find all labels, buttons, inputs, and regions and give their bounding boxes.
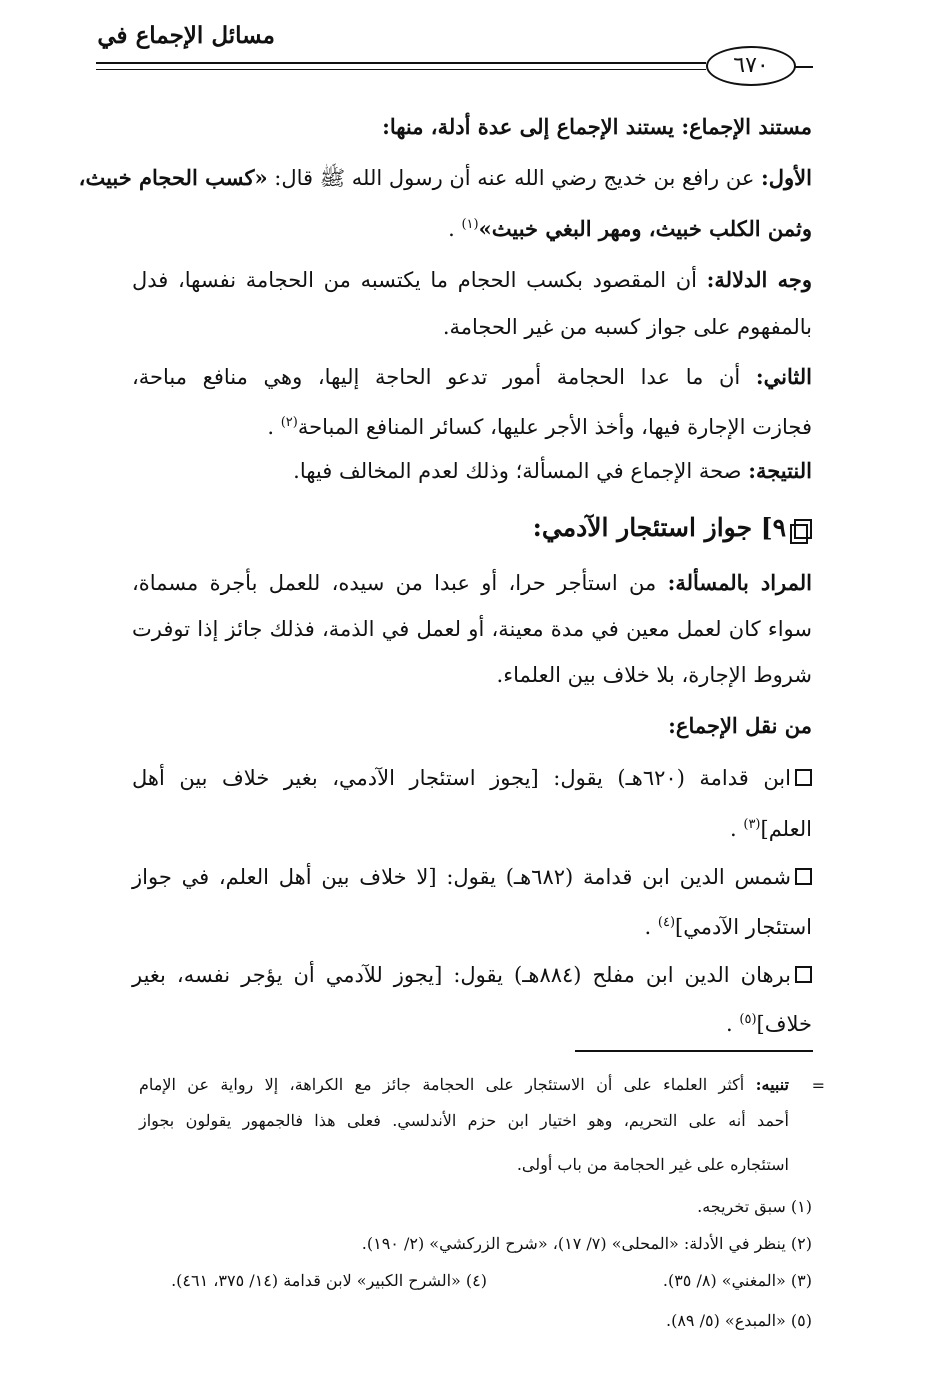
footnote-1: (١) سبق تخريجه. [697,1197,812,1216]
quote-text-cont: العلم] [760,817,812,841]
footnote-4: (٤) «الشرح الكبير» لابن قدامة (١٤/ ٣٧٥، ٤٦١). [171,1271,487,1290]
footnote-separator [575,1050,813,1052]
murad-label: المراد بالمسألة: [667,570,812,595]
header-rule-short [795,66,813,68]
murad-line-2: سواء كان لعمل معين في مدة معينة، أو لعمل في الذمة، فذلك جائز إذا توفرت [132,617,812,641]
murad-line-1 [132,568,812,598]
quote-text: برهان الدين ابن مفلح (٨٨٤هـ) يقول: [يجوز للآدمي أن يؤجر نفسه، بغير [132,963,791,987]
second-label: الثاني: [755,364,812,389]
wajh-label: وجه الدلالة: [706,267,812,292]
evidence-second-line-2: فجازت الإجارة فيها، وأخذ الأجر عليها، كسائر المنافع المباحة$^{(٢)}$ . [267,415,812,439]
first-text: عن رافع بن خديج رضي الله عنه أن رسول الله ﷺ قال: [267,166,762,190]
murad-line-3: شروط الإجارة، بلا خلاف بين العلماء. [496,663,812,687]
result-label: النتيجة: [748,458,812,483]
evidence-first-line-2: وثمن الكلب خبيث، ومهر البغي خبيث»$^{(١)}$ . [448,216,812,241]
quote-text-cont: خلاف] [756,1012,812,1036]
document-icon [794,519,812,539]
wajh-line-1 [132,265,812,295]
footnote-ref-5: (٥) [739,1012,757,1027]
quote-line-cont: خلاف]$^{(٥)}$ . [726,1012,812,1036]
running-title: مسائل الإجماع في [97,22,275,49]
page-number: ٦٧٠ [706,46,796,86]
footnote-continuation-marker: = [811,1076,825,1095]
section-heading: ٩] جواز استئجار الآدمي: [532,513,786,542]
quote-line-cont: العلم]$^{(٣)}$ . [730,817,812,841]
footnote-tanbih-line-3: استئجاره على غير الحجامة من باب أولى. [516,1155,789,1174]
quote-text: شمس الدين ابن قدامة (٦٨٢هـ) يقول: [لا خلاف بين أهل العلم، في جواز [132,865,791,889]
footnote-2: (٢) ينظر في الأدلة: «المحلى» (٧/ ١٧)، «شرح الزركشي» (٢/ ١٩٠). [361,1234,812,1253]
footnote-ref-2: (٢) [280,415,298,430]
first-label: الأول: [761,165,812,190]
tanbih-text: أكثر العلماء على أن الاستئجار على الحجامة جائز مع الكراهة، إلا رواية عن الإمام [139,1075,756,1094]
section-heading-line [132,510,812,547]
second-text-cont: فجازت الإجارة فيها، وأخذ الأجر عليها، كسائر المنافع المباحة [297,415,812,439]
footnote-tanbih-line-1 [139,1072,789,1098]
result-line [132,456,812,486]
hadith-quote: «كسب الحجام خبيث، [78,165,268,190]
tanbih-label: تنبيه: [755,1075,789,1094]
mustanad-heading: مستند الإجماع: يستند الإجماع إلى عدة أدلة، منها: [382,114,812,139]
footnote-ref-1: (١) [461,217,479,232]
footnote-3: (٣) «المغني» (٨/ ٣٥). [662,1271,812,1290]
evidence-first-line-1 [78,163,812,193]
wajh-line-2: بالمفهوم على جواز كسبه من غير الحجامة. [442,315,812,339]
quote-line [132,862,812,892]
quote-text-cont: استئجار الآدمي] [675,915,812,939]
naql-heading: من نقل الإجماع: [668,713,812,738]
checkbox-bullet-icon [795,769,812,786]
quote-line-cont: استئجار الآدمي]$^{(٤)}$ . [644,915,812,939]
footnote-ref-4: (٤) [657,915,676,930]
murad-text: من استأجر حرا، أو عبدا من سيده، للعمل بأجرة مسماة، [132,571,668,595]
checkbox-bullet-icon [795,868,812,885]
wajh-text: أن المقصود بكسب الحجام ما يكتسبه من الحجامة نفسها، فدل [132,268,707,292]
hadith-quote-cont: وثمن الكلب خبيث، ومهر البغي خبيث» [478,216,812,241]
footnote-tanbih-line-2: أحمد أنه على التحريم، وهو اختيار ابن حزم الأندلسي. فعلى هذا فالجمهور يقولون بجواز [139,1111,790,1130]
quote-line [132,960,812,990]
footnote-5: (٥) «المبدع» (٥/ ٨٩). [665,1311,812,1330]
header-rule-thin [96,69,706,70]
header-rule [96,62,706,64]
footnote-ref-3: (٣) [743,817,761,832]
quote-line [132,763,812,793]
evidence-second-line-1 [132,362,812,392]
second-text: أن ما عدا الحجامة أمور تدعو الحاجة إليها، وهي منافع مباحة، [132,365,756,389]
quote-text: ابن قدامة (٦٢٠هـ) يقول: [يجوز استئجار الآدمي، بغير خلاف بين أهل [132,766,791,790]
checkbox-bullet-icon [795,966,812,983]
result-text: صحة الإجماع في المسألة؛ وذلك لعدم المخالف فيها. [293,459,749,483]
